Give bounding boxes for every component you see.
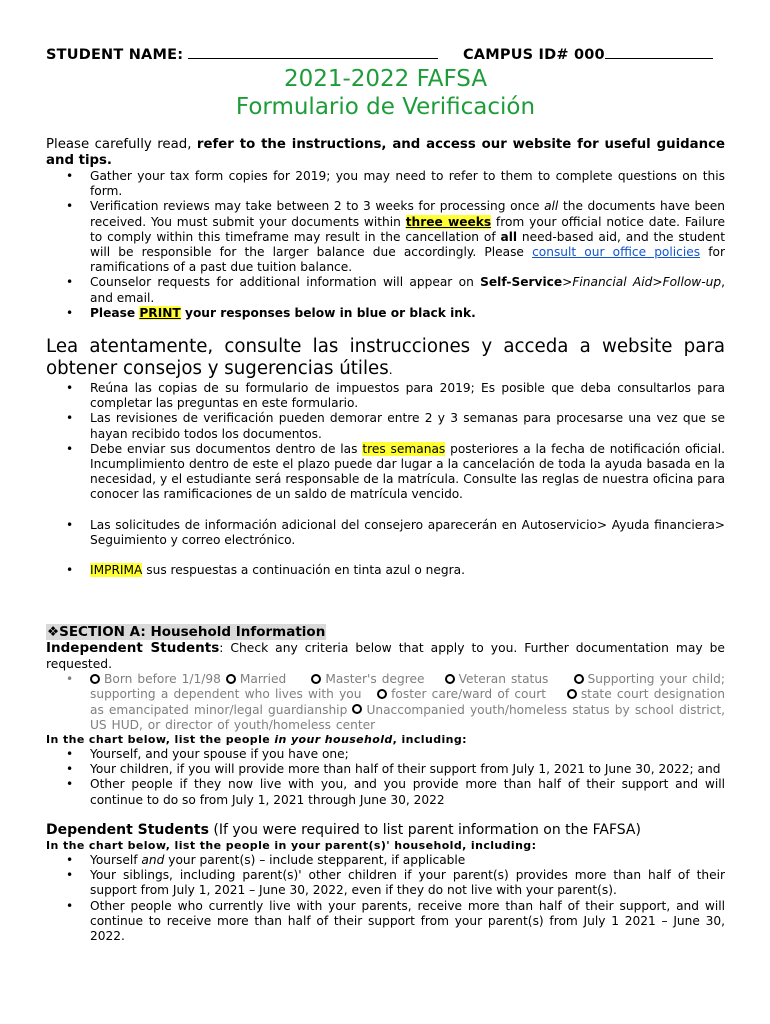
option-label: Master's degree xyxy=(325,672,425,687)
radio-circle-icon xyxy=(567,689,577,699)
bullet-italic: all xyxy=(544,199,559,214)
bullet-text: Verification reviews may take between 2 to 3 weeks for processing once xyxy=(90,199,545,214)
list-item xyxy=(46,306,725,321)
bullet-text: need-based aid, and the student will be responsible for the larger balance due accordingly. Please xyxy=(90,229,725,260)
dependent-text: (If you were required to list parent information on the FAFSA) xyxy=(208,821,641,838)
section-a-title: SECTION A: Household Information xyxy=(59,624,326,641)
english-bullets xyxy=(46,169,725,321)
bullet-text: Las solicitudes de información adicional del consejero aparecerán en Autoservicio> Ayuda financiera> Seguimiento y correo electrónico. xyxy=(90,517,725,547)
option-label: Married xyxy=(239,672,287,687)
option-label: Born before 1/1/98 xyxy=(104,672,221,687)
criteria-masters[interactable] xyxy=(311,672,424,686)
radio-circle-icon xyxy=(90,674,100,684)
bullet-text: your responses below in blue or black ink. xyxy=(180,305,476,320)
student-name-label: STUDENT NAME: xyxy=(46,47,184,63)
dependent-students xyxy=(46,822,725,839)
option-label: Veteran status xyxy=(458,672,549,687)
bullet-text: Gather your tax form copies for 2019; you may need to refer to them to complete questions on this form. xyxy=(90,169,725,199)
campus-id-field[interactable] xyxy=(605,46,713,59)
chart-intro-text: In the chart below, list the people xyxy=(46,733,275,747)
bullet-text: posteriores a la fecha de notificación oficial. Incumplimiento dentro de este el plazo puede dar lugar a la cancelación de toda la ayuda basada en la necesidad, y el estudiante será responsable de la matrícula. Consulte las reglas de nuestra oficina para conocer las ramificaciones de un saldo de matrícula vencido. xyxy=(90,441,725,502)
option-label: Supporting your child; supporting a dependent who lives with you xyxy=(90,672,726,702)
chart-intro-italic: in your household xyxy=(274,733,393,747)
radio-circle-icon xyxy=(311,674,321,684)
list-item xyxy=(46,563,725,578)
highlight-three-weeks: three weeks xyxy=(405,214,492,229)
bullet-text: Debe enviar sus documentos dentro de las xyxy=(90,441,363,456)
bullet-text: sus respuestas a continuación en tinta azul o negra. xyxy=(142,563,465,578)
bullet-text: , and email. xyxy=(90,275,725,305)
dependent-label: Dependent Students xyxy=(46,821,209,838)
bullet-text: Yourself, and your spouse if you have one; xyxy=(90,747,349,762)
radio-circle-icon xyxy=(352,704,362,714)
bullet-text: Your siblings, including parent(s)' other children if your parent(s) provides more than half of their support from July 1, 2021 – June 30, 2022, even if they do not live with your parent(s). xyxy=(90,868,725,898)
english-intro xyxy=(46,137,725,169)
list-item xyxy=(46,381,725,411)
list-item xyxy=(46,762,725,777)
spanish-intro-text: Lea atentamente, consulte las instrucciones y acceda a website para obtener consejos y sugerencias útiles xyxy=(46,336,725,380)
radio-circle-icon xyxy=(226,674,236,684)
dependent-household-list xyxy=(46,853,725,944)
criteria-foster-care[interactable] xyxy=(377,687,546,701)
highlight-tres-semanas: tres semanas xyxy=(362,441,446,456)
student-name-field[interactable] xyxy=(188,46,438,59)
bullet-text: from your official notice date. Failure to comply within this timeframe may result in the cancellation of xyxy=(90,214,725,244)
list-item xyxy=(46,411,725,441)
list-item xyxy=(46,169,725,199)
student-header xyxy=(46,46,725,63)
list-item xyxy=(46,868,725,898)
spanish-intro xyxy=(46,336,725,381)
bullet-bold: all xyxy=(500,229,518,244)
option-label: Unaccompanied youth/homeless status by school district, US HUD, or director of youth/homeless center xyxy=(90,702,726,732)
bullet-italic: >Financial Aid>Follow-up xyxy=(562,275,722,290)
chart-intro-text: , including: xyxy=(392,733,467,747)
dependent-chart-intro: In the chart below, list the people in your parent(s)' household, including: xyxy=(46,838,537,852)
highlight-imprima: IMPRIMA xyxy=(90,563,143,578)
list-item xyxy=(46,747,725,762)
radio-circle-icon xyxy=(377,689,387,699)
bullet-text: Your children, if you will provide more than half of their support from July 1, 2021 to June 30, 2022; and xyxy=(90,762,721,777)
intro-bold: refer to the instructions, and access our website for useful guidance and tips. xyxy=(46,137,725,168)
list-item xyxy=(46,199,725,275)
bullet-text: Las revisiones de verificación pueden demorar entre 2 y 3 semanas para procesarse una vez que se hayan recibido todos los documentos. xyxy=(90,411,725,441)
list-item xyxy=(46,853,725,868)
page-title xyxy=(46,65,725,121)
criteria-married[interactable] xyxy=(226,672,286,686)
list-item xyxy=(46,777,725,807)
bullet-text: Counselor requests for additional information will appear on xyxy=(90,275,481,290)
list-item xyxy=(46,442,725,503)
list-item xyxy=(46,275,725,305)
title-line-2: Formulario de Verificación xyxy=(235,94,536,120)
household-chart-intro xyxy=(46,733,725,747)
bullet-text: Please xyxy=(90,305,140,320)
bullet-text: Yourself xyxy=(90,852,142,867)
bullet-text: for ramifications of a past due tuition balance. xyxy=(90,245,725,275)
bullet-bold: Self-Service xyxy=(480,275,563,290)
option-label: foster care/ward of court xyxy=(391,687,546,702)
bullet-text: your parent(s) – include stepparent, if applicable xyxy=(164,852,466,867)
criteria-options xyxy=(46,672,725,733)
list-item xyxy=(46,899,725,945)
title-line-1: 2021-2022 FAFSA xyxy=(283,66,488,92)
option-label: state court designation as emancipated minor/legal guardianship xyxy=(90,687,726,717)
radio-circle-icon xyxy=(574,674,584,684)
spanish-bullets xyxy=(46,381,725,578)
independent-students xyxy=(46,640,725,672)
criteria-veteran[interactable] xyxy=(445,672,549,686)
independent-household-list xyxy=(46,747,725,808)
list-item xyxy=(46,518,725,548)
office-policies-link[interactable]: consult our office policies xyxy=(532,245,701,260)
bullet-text: Other people who currently live with your parents, receive more than half of their support, and will continue to receive more than half of their support from your parent(s) from July 1 2021 – June 30, 2022. xyxy=(90,898,725,943)
independent-text: : Check any criteria below that apply to you. Further documentation may be requested. xyxy=(46,641,725,672)
campus-id-label: CAMPUS ID# 000 xyxy=(462,47,605,63)
bullet-text: Reúna las copias de su formulario de impuestos para 2019; Es posible que deba consultarlos para completar las preguntas en este formulario. xyxy=(90,381,725,411)
bullet-text: Other people if they now live with you, and you provide more than half of their support and will continue to do so from July 1, 2021 through June 30, 2022 xyxy=(90,777,725,807)
criteria-born-before[interactable] xyxy=(90,672,221,686)
highlight-print: PRINT xyxy=(139,305,181,320)
bullet-text: the documents have been received. You must submit your documents within xyxy=(90,199,725,229)
section-a-heading xyxy=(46,624,725,640)
radio-circle-icon xyxy=(445,674,455,684)
spanish-intro-end: . xyxy=(388,363,393,378)
independent-criteria xyxy=(46,672,725,733)
diamond-icon: ❖ xyxy=(47,624,60,641)
independent-label: Independent Students xyxy=(46,640,220,657)
bullet-italic: and xyxy=(141,852,165,867)
form-page xyxy=(46,46,725,944)
intro-plain: Please carefully read, xyxy=(46,137,197,152)
